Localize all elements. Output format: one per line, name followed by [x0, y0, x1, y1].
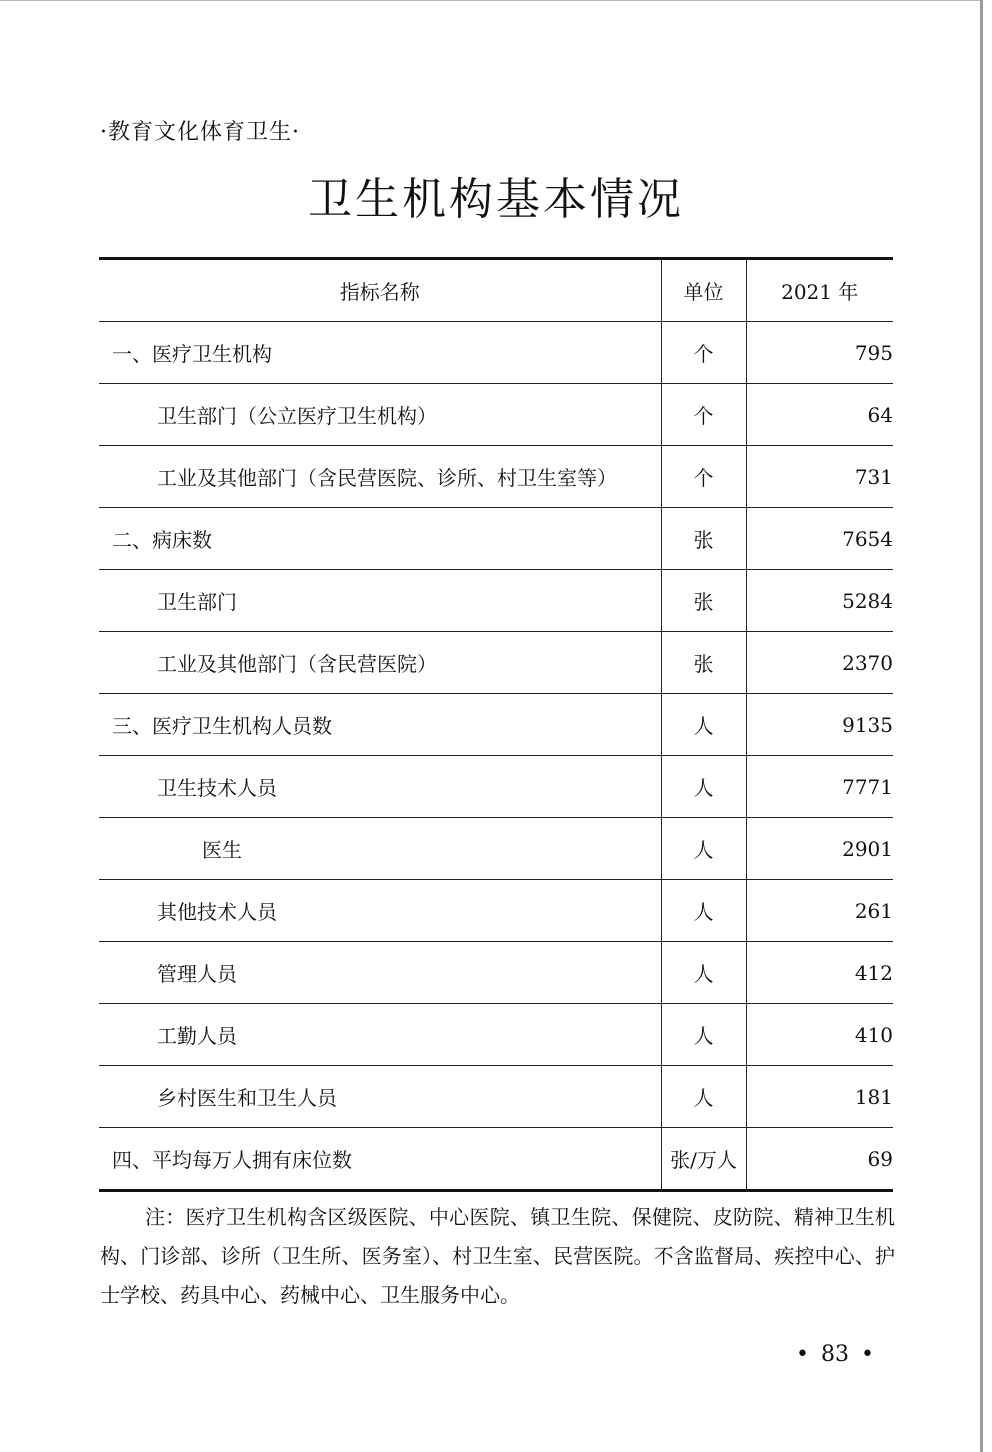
- value-cell: 261: [746, 880, 893, 942]
- indicator-name-cell: 乡村医生和卫生人员: [99, 1066, 661, 1128]
- indicator-name-cell: 卫生部门（公立医疗卫生机构）: [99, 384, 661, 446]
- unit-cell: 人: [661, 818, 746, 880]
- table-row: [99, 446, 893, 508]
- header-unit: 单位: [661, 259, 746, 322]
- value-cell: 69: [746, 1128, 893, 1191]
- value-cell: 2370: [746, 632, 893, 694]
- section-label: ·教育文化体育卫生·: [100, 120, 300, 145]
- bullet-dot-left: •: [796, 1342, 809, 1367]
- table-body: [99, 322, 893, 1191]
- health-institutions-table: [99, 257, 893, 1192]
- indicator-name-cell: 医生: [99, 818, 661, 880]
- indicator-name-cell: 卫生技术人员: [99, 756, 661, 818]
- table-row: [99, 694, 893, 756]
- unit-cell: 人: [661, 694, 746, 756]
- table-footnote: 注：医疗卫生机构含区级医院、中心医院、镇卫生院、保健院、皮防院、精神卫生机构、门诊部、诊所（卫生所、医务室）、村卫生室、民营医院。不含监督局、疾控中心、护士学校、药具中心、药械中心、卫生服务中心。: [100, 1205, 895, 1307]
- value-cell: 795: [746, 322, 893, 384]
- unit-cell: 人: [661, 942, 746, 1004]
- unit-cell: 个: [661, 446, 746, 508]
- table-header-row: [99, 259, 893, 322]
- table-row: [99, 384, 893, 446]
- indicator-name-cell: 管理人员: [99, 942, 661, 1004]
- value-cell: 9135: [746, 694, 893, 756]
- value-cell: 181: [746, 1066, 893, 1128]
- table-row: [99, 942, 893, 1004]
- indicator-name-cell: 工业及其他部门（含民营医院）: [99, 632, 661, 694]
- table-row: [99, 1066, 893, 1128]
- value-cell: 7654: [746, 508, 893, 570]
- indicator-name-cell: 三、医疗卫生机构人员数: [99, 694, 661, 756]
- value-cell: 412: [746, 942, 893, 1004]
- page-number-value: 83: [821, 1342, 849, 1367]
- table-header: [99, 259, 893, 322]
- value-cell: 410: [746, 1004, 893, 1066]
- unit-cell: 人: [661, 756, 746, 818]
- indicator-name-cell: 二、病床数: [99, 508, 661, 570]
- value-cell: 731: [746, 446, 893, 508]
- table-row: [99, 632, 893, 694]
- value-cell: 7771: [746, 756, 893, 818]
- header-indicator-name: 指标名称: [99, 259, 661, 322]
- unit-cell: 个: [661, 322, 746, 384]
- indicator-name-cell: 工业及其他部门（含民营医院、诊所、村卫生室等）: [99, 446, 661, 508]
- page-frame-top-edge: [0, 0, 980, 1]
- table-row: [99, 1004, 893, 1066]
- table-row: [99, 756, 893, 818]
- page-title: 卫生机构基本情况: [308, 174, 684, 225]
- unit-cell: 人: [661, 880, 746, 942]
- header-year: 2021 年: [746, 259, 893, 322]
- indicator-name-cell: 其他技术人员: [99, 880, 661, 942]
- indicator-name-cell: 工勤人员: [99, 1004, 661, 1066]
- indicator-name-cell: 卫生部门: [99, 570, 661, 632]
- table-row: [99, 322, 893, 384]
- table-row: [99, 508, 893, 570]
- unit-cell: 张: [661, 508, 746, 570]
- bullet-dot-right: •: [861, 1342, 874, 1367]
- indicator-name-cell: 四、平均每万人拥有床位数: [99, 1128, 661, 1191]
- table-row: [99, 570, 893, 632]
- unit-cell: 人: [661, 1004, 746, 1066]
- table-row: [99, 1128, 893, 1191]
- indicator-name-cell: 一、医疗卫生机构: [99, 322, 661, 384]
- unit-cell: 个: [661, 384, 746, 446]
- unit-cell: 张: [661, 570, 746, 632]
- value-cell: 2901: [746, 818, 893, 880]
- value-cell: 5284: [746, 570, 893, 632]
- unit-cell: 张/万人: [661, 1128, 746, 1191]
- table-row: [99, 818, 893, 880]
- page-number: [780, 1337, 890, 1373]
- table-row: [99, 880, 893, 942]
- value-cell: 64: [746, 384, 893, 446]
- unit-cell: 张: [661, 632, 746, 694]
- unit-cell: 人: [661, 1066, 746, 1128]
